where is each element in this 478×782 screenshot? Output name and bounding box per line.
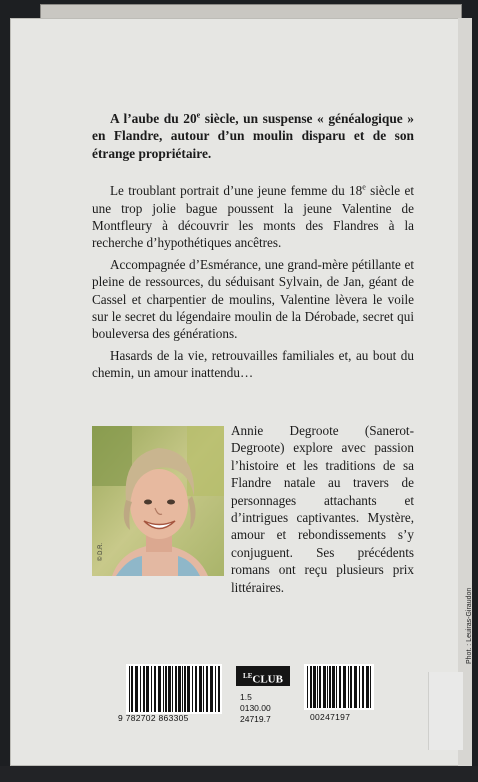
paragraph-ending: Hasards de la vie, retrouvailles familiales et, au bout du chemin, un amour inattendu… xyxy=(92,347,414,381)
price-sticker xyxy=(428,672,463,750)
author-section xyxy=(92,422,414,595)
author-photo xyxy=(92,426,224,576)
paragraph-characters: Accompagnée d’Esmérance, une grand-mère pétillante et pleine de ressources, du séduisant Sylvain, de Jan, géant de Cassel et charpentier de moulins, Valentine lèvera le voile sur le secret du légendaire moulin de la Dérobade, secret qui bouleversa des générations. xyxy=(92,256,414,342)
author-bio: Annie Degroote (Sanerot-Degroote) explore avec passion l’histoire et les traditions de sa Flandre natale au travers de personnages attachants et d’intrigues captivantes. Mystère, amour et rebondissements s’y conjuguent. Ses précédents romans ont reçu plusieurs prix littéraires. xyxy=(231,423,414,595)
publisher-logo: $^{LE}$CLUB xyxy=(236,666,290,686)
book-bottom-edge xyxy=(0,766,478,782)
club-line-3: 24719.7 xyxy=(240,714,271,724)
lead-paragraph: A l’aube du 20e siècle, un suspense « généalogique » en Flandre, autour d’un moulin disparu et de son étrange propriétaire. xyxy=(92,110,414,161)
blurb xyxy=(92,110,414,386)
photo-credit: © D.R. xyxy=(98,542,104,561)
paragraph-portrait: Le troublant portrait d’une jeune femme du 18e siècle et une trop jolie bague poussent la jeune Valentine de Montfleury à découvrir les monts des Flandres à la recherche d’hypothétiques ancêtres. xyxy=(92,182,414,251)
photo-side-credit: Phot. : Leuiras-Giraudon xyxy=(466,587,473,664)
club-line-1: 1.5 xyxy=(240,692,252,702)
reference-digits: 00247197 xyxy=(310,712,351,722)
barcode-area xyxy=(118,664,418,726)
isbn-barcode xyxy=(126,664,222,714)
club-line-2: 0130.00 xyxy=(240,703,271,713)
reference-barcode xyxy=(304,664,374,710)
isbn-digits: 9 782702 863305 xyxy=(118,713,189,723)
